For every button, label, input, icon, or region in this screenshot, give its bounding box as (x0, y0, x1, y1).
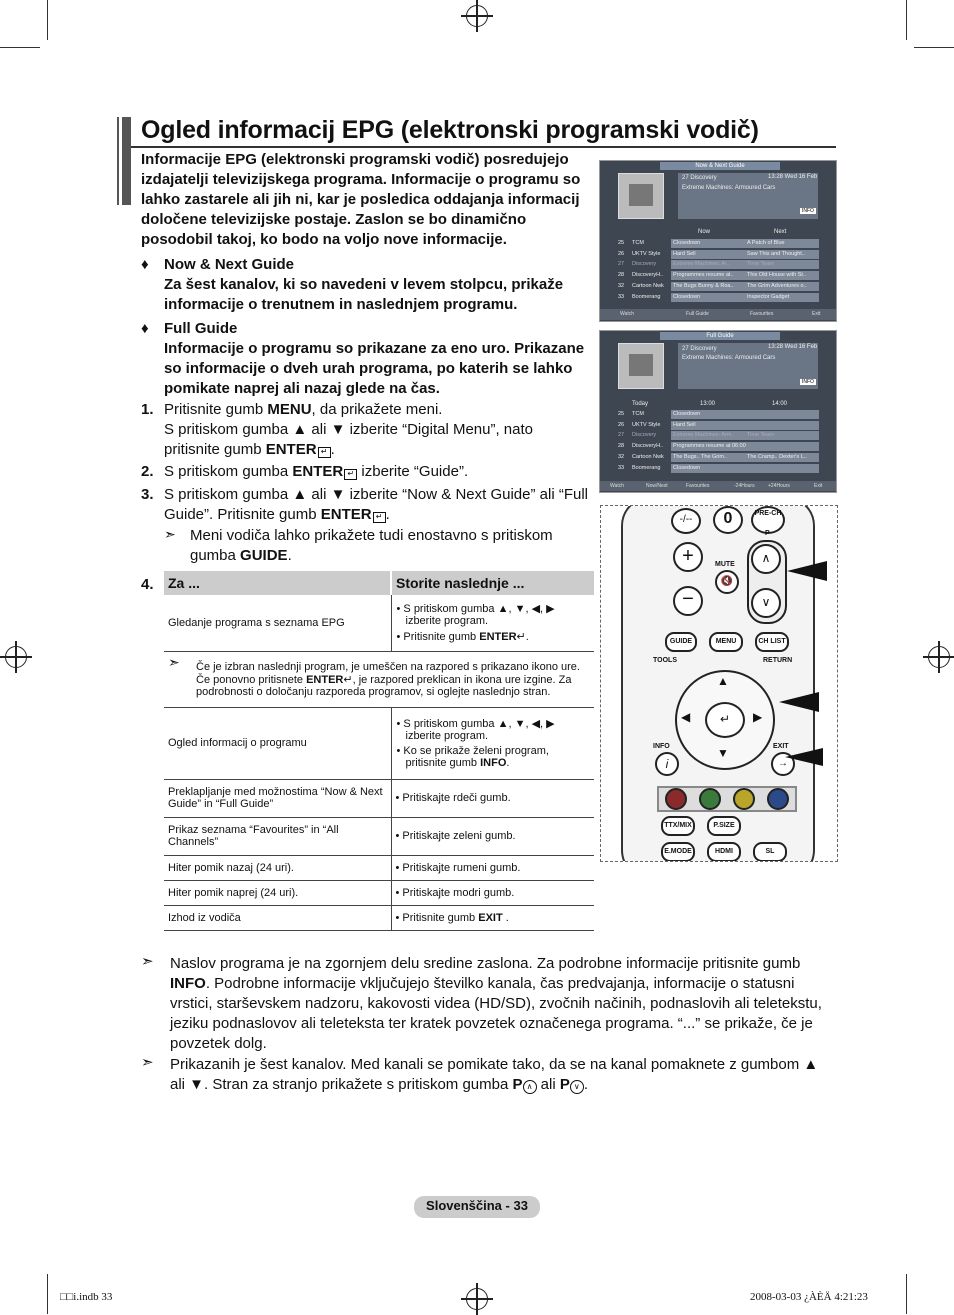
label-p: P (765, 530, 770, 537)
program-next: Inspector Gadget (745, 293, 819, 302)
table-cell-right: • S pritiskom gumba ▲, ▼, ◀, ▶ izberite program. • Ko se prikaže želeni program, pritisnite gumb INFO. (391, 707, 594, 779)
footer-now-next: Now/Next (646, 483, 668, 489)
channel-name: TCM (632, 411, 644, 417)
title-underline (131, 146, 836, 148)
note-arrow-icon: ➣ (141, 1054, 154, 1071)
channel-number: 32 (618, 282, 625, 289)
step-2 (141, 462, 591, 482)
yellow-button[interactable] (733, 788, 755, 810)
step-1-text-a: Pritisnite gumb (164, 401, 268, 418)
table-cell-left: Prikaz seznama “Favourites” in “All Channels” (164, 817, 391, 855)
table-row (164, 779, 594, 817)
program-slot-a: Closedown (671, 464, 819, 473)
r2-a: S pritiskom gumba ▲, ▼, ◀, ▶ izberite program. (403, 718, 555, 742)
screen-footer (600, 309, 836, 320)
channel-number: 26 (618, 250, 625, 257)
r7-right1: Pritisnite gumb (402, 911, 479, 924)
volume-down-button[interactable]: − (673, 586, 703, 616)
ch-list-button[interactable]: CH LIST (755, 632, 789, 652)
channel-number: 27 (618, 261, 625, 268)
label-mute: MUTE (715, 561, 735, 568)
step-1-number: 1. (141, 401, 154, 418)
table-cell-right: • Pritiskajte rdeči gumb. (391, 779, 594, 817)
table-cell-right: • Pritisnite gumb EXIT . (391, 905, 594, 930)
footer-favourites: Favourites (750, 311, 774, 317)
table-row (164, 651, 594, 707)
channel-name: TCM (632, 240, 644, 246)
r1-b1: Pritisnite gumb (403, 631, 480, 644)
footer-plus24: +24Hours (768, 483, 790, 489)
page-number-badge: Slovenščina - 33 (414, 1196, 540, 1218)
table-header-for: Za ... (164, 571, 391, 595)
program-now: Programmes resume at.. (671, 271, 745, 280)
step-2-text-a: S pritiskom gumba (164, 463, 293, 480)
e-mode-button[interactable]: E.MODE (661, 842, 695, 862)
hdmi-button[interactable]: HDMI (707, 842, 741, 862)
arrow-down-icon[interactable]: ▼ (717, 746, 729, 760)
footer-exit: Exit (814, 483, 823, 489)
channel-name: DiscoveryH.. (632, 272, 664, 279)
bullet-now-next-head: Now & Next Guide (164, 256, 295, 273)
step-3-text-a: S pritiskom gumba ▲ ali ▼ izberite “Now & Next Guide” ali “Full Guide”. Pritisnite gumb (164, 486, 588, 523)
bullet-diamond-icon: ♦ (141, 320, 149, 337)
program-slot-a: The Bugs.. The Grim.. (671, 453, 745, 462)
channel-name: Cartoon Nwk (632, 282, 664, 289)
note-2-p2: P (559, 1076, 570, 1093)
crop-mark-bl (47, 1274, 48, 1314)
screen-footer (600, 481, 836, 491)
col-now: Now (698, 229, 711, 235)
col-today: Today (632, 401, 649, 407)
r2-b2: INFO (480, 757, 507, 769)
sl-button[interactable]: SL (753, 842, 787, 862)
program-slot-a: Hard Sell (671, 421, 819, 430)
chevron-up-icon: ∧ (523, 1080, 537, 1094)
table-cell-right: • Pritiskajte zeleni gumb. (391, 817, 594, 855)
button-zero[interactable]: 0 (713, 506, 743, 534)
r3-right: Pritiskajte rdeči gumb. (402, 792, 511, 804)
program-next: Time Team (745, 260, 819, 269)
blue-button[interactable] (767, 788, 789, 810)
bullet-full-guide-head: Full Guide (164, 320, 238, 337)
program-next: Saw This and Thought.. (745, 250, 819, 259)
title-accent-bar-2 (119, 117, 122, 205)
note-2-a: Prikazanih je šest kanalov. Med kanali se pomikate tako, da se na kanal pomaknete z gumbom ▲ ali ▼. Stran za stranjo prikažete s pritiskom gumba (170, 1056, 819, 1093)
crop-mark-tr (906, 0, 907, 40)
pointer-arrow-icon (785, 748, 823, 766)
step-1-text-d: S pritiskom gumba ▲ ali ▼ izberite “Digital Menu”, nato pritisnite gumb (164, 421, 533, 458)
r6-right: Pritiskajte modri gumb. (402, 886, 515, 899)
note-2: ➣ Prikazanih je šest kanalov. Med kanali se pomikate tako, da se na kanal pomaknete z gumbom ▲ ali ▼. Stran za stranjo prikažete s pritiskom gumba P ∧ ali P ∨ . (141, 1054, 819, 1093)
remote-illustration (600, 505, 838, 862)
step-4-number: 4. (141, 576, 154, 593)
program-now: The Bugs Bunny & Roa.. (671, 282, 745, 291)
file-info: □□i.indb 33 (60, 1291, 113, 1303)
exit-button[interactable]: → (771, 752, 795, 776)
registration-mark-bottom (466, 1288, 488, 1310)
note-arrow-icon: ➣ (168, 653, 180, 670)
screen-channel: 27 Discovery (682, 175, 717, 181)
guide-button[interactable]: GUIDE (665, 632, 697, 652)
channel-number: 27 (618, 432, 625, 439)
print-date: 2008-03-03 ¿ÀÈÄ 4:21:23 (750, 1291, 868, 1303)
pointer-arrow-icon (787, 561, 827, 581)
channel-name: Cartoon Nwk (632, 453, 664, 460)
channel-number: 26 (618, 421, 625, 428)
channel-number: 33 (618, 293, 625, 300)
note-a: Če je izbran naslednji program, je umeščen na razpored s prikazano ikono ure. Če ponovno pritisnete (196, 660, 580, 686)
step-3: 3. S pritiskom gumba ▲ ali ▼ izberite “Now & Next Guide” ali “Full Guide”. Pritisnite gumb ENTER ↵ . (141, 486, 588, 523)
table-note: ➣ Če je izbran naslednji program, je umeščen na razpored s prikazano ikono ure. Če ponovno pritisnete ENTER↵, je razpored preklican in ikona ure izgine. Za podrobnosti o določanju razporeda programov, si oglejte naslednjo stran. (164, 651, 594, 707)
registration-mark-top (466, 5, 488, 27)
action-table (164, 571, 594, 931)
channel-name: UKTV Style (632, 421, 661, 428)
table-row (164, 595, 594, 651)
footer-favourites: Favourites (686, 483, 710, 489)
button-dash[interactable]: -/-- (671, 508, 701, 534)
note-1 (141, 954, 836, 1054)
screen-info-badge: INFO (802, 379, 814, 385)
program-next: The Grim Adventures o.. (745, 282, 819, 291)
channel-name: Boomerang (632, 464, 661, 471)
screen-channel: 27 Discovery (682, 346, 717, 352)
label-return: RETURN (763, 657, 793, 664)
channel-number: 32 (618, 453, 625, 460)
program-next: This Old House with St.. (745, 271, 819, 280)
step-2-enter: ENTER (292, 463, 344, 480)
note-b: ENTER (306, 673, 344, 686)
step-3-tip: ➣ Meni vodiča lahko prikažete tudi enostavno s pritiskom gumba GUIDE. (164, 526, 553, 564)
channel-number: 25 (618, 240, 625, 246)
step-3-enter: ENTER (320, 506, 372, 523)
footer-watch: Watch (620, 311, 634, 317)
step-1-enter: ENTER (265, 441, 317, 458)
step-3-number: 3. (141, 486, 154, 503)
channel-down-button[interactable]: ∨ (751, 588, 781, 618)
screenshot-now-next-guide (599, 160, 837, 322)
note-1-b: INFO (170, 975, 206, 992)
step-2-text-c: izberite “Guide”. (357, 463, 469, 480)
col-t2: 14:00 (772, 401, 788, 407)
screen-program: Extreme Machines: Armoured Cars (682, 185, 776, 191)
registration-mark-right (928, 646, 950, 668)
note-1-a: Naslov programa je na zgornjem delu sredine zaslona. Za podrobne informacije pritisnite gumb (170, 955, 801, 972)
table-cell-right: • Pritiskajte rumeni gumb. (391, 855, 594, 880)
channel-number: 25 (618, 411, 625, 417)
green-button[interactable] (699, 788, 721, 810)
bullet-diamond-icon: ♦ (141, 256, 149, 273)
table-cell-left: Gledanje programa s seznama EPG (164, 595, 391, 651)
page-title: Ogled informacij EPG (elektronski programski vodič) (141, 116, 759, 144)
bullet-full-guide (141, 319, 587, 399)
step-1-text-c: , da prikažete meni. (311, 401, 443, 418)
table-cell-left: Izhod iz vodiča (164, 905, 391, 930)
table-cell-left: Hiter pomik naprej (24 uri). (164, 880, 391, 905)
intro-paragraph: Informacije EPG (elektronski programski vodič) posredujejo izdajatelji televizijskega programa. Informacije o programu so lahko zastarele ali jih ni, kar je posledica oddajanja informacij določene televizijske postaje. Zaslon se bo dinamično posodobil takoj, ko bodo na voljo nove informacije. (141, 151, 581, 248)
program-slot-a: Extreme Machines: Arm.. (671, 431, 745, 440)
r1-b2: ENTER (479, 631, 517, 644)
channel-number: 28 (618, 443, 625, 450)
table-row (164, 817, 594, 855)
channel-name: Boomerang (632, 293, 661, 300)
table-cell-left: Ogled informacij o programu (164, 707, 391, 779)
arrow-right-icon[interactable]: ▶ (753, 710, 763, 724)
note-2-p1: P (512, 1076, 523, 1093)
program-now: Extreme Machines: Ar.. (671, 260, 745, 269)
footer-minus24: -24Hours (734, 483, 755, 489)
program-now: Hard Sell (671, 250, 745, 259)
note-1-c: . Podrobne informacije vključujejo številko kanala, čas predvajanja, informacije o statusni vrstici, starševskem nadzoru, kakovosti videa (HD/SD), zvočnih načinih, podnaslovih ali teletekstu, jeziku podnaslovov ali teleteksta ter kratek povzetek označenega programa. “...” se prikaže, če je povzetek dolg. (170, 975, 822, 1052)
crop-mark-br (906, 1274, 907, 1314)
info-button[interactable]: i (655, 752, 679, 776)
table-cell-right: • Pritiskajte modri gumb. (391, 880, 594, 905)
screen-header: Full Guide (660, 332, 780, 340)
r2-b1: Ko se prikaže želeni program, pritisnite gumb (403, 745, 549, 769)
r7-right2: EXIT (478, 911, 503, 924)
bullet-full-guide-body: Informacije o programu so prikazane za eno uro. Prikazane so informacije o dveh urah programa, po katerih se lahko pomikate naprej ali nazaj glede na čas. (164, 340, 585, 397)
crop-mark-tl-h (0, 47, 40, 48)
label-exit: EXIT (773, 743, 789, 750)
channel-name: Discovery (632, 432, 657, 439)
tip-arrow-icon: ➣ (164, 526, 176, 542)
col-t1: 13:00 (700, 401, 716, 407)
table-cell-left: Hiter pomik nazaj (24 uri). (164, 855, 391, 880)
note-arrow-icon: ➣ (141, 953, 154, 970)
arrow-up-icon[interactable]: ▲ (717, 674, 729, 688)
note-c: , je razpored preklican in ikona ure izgine. Za podrobnosti o določanju razporeda programov, si oglejte naslednjo stran. (196, 673, 572, 698)
menu-button[interactable]: MENU (709, 632, 743, 652)
program-slot-b: The Cramp.. Dexter's L.. (745, 453, 819, 462)
program-now: Closedown (671, 239, 745, 248)
mute-button[interactable]: 🔇 (715, 570, 739, 594)
program-now: Closedown (671, 293, 745, 302)
screen-header: Now & Next Guide (660, 162, 780, 170)
step-1-menu: MENU (267, 401, 312, 418)
channel-name: UKTV Style (632, 250, 661, 257)
screenshot-full-guide (599, 330, 837, 493)
note-2-c: ali (536, 1076, 560, 1093)
step-2-number: 2. (141, 463, 154, 480)
chevron-down-icon: ∨ (570, 1080, 584, 1094)
r4-right: Pritiskajte zeleni gumb. (402, 830, 516, 842)
arrow-left-icon[interactable]: ◀ (681, 710, 691, 724)
enter-icon: ↵ (373, 512, 386, 523)
channel-name: DiscoveryH.. (632, 443, 664, 450)
program-slot-a: Programmes resume at 06:00 (671, 442, 819, 451)
footer-exit: Exit (812, 311, 821, 317)
tip-guide: GUIDE (240, 547, 288, 564)
footer-full-guide: Full Guide (686, 311, 709, 317)
bullet-now-next (141, 255, 587, 315)
label-info: INFO (653, 743, 670, 750)
table-row (164, 855, 594, 880)
ttx-mix-button[interactable]: TTX/MIX (661, 816, 695, 836)
program-slot-a: Closedown (671, 410, 819, 419)
screen-time: 13:28 Wed 16 Feb (768, 344, 818, 350)
table-cell-left: Preklapljanje med možnostima “Now & Next Guide” in “Full Guide” (164, 779, 391, 817)
enter-icon: ↵ (344, 469, 357, 480)
col-next: Next (774, 229, 787, 235)
enter-icon: ↵ (318, 447, 331, 458)
enter-button[interactable]: ↵ (705, 702, 745, 738)
button-pre-ch[interactable]: PRE-CH (751, 506, 785, 534)
channel-number: 33 (618, 464, 625, 471)
step-1: 1. Pritisnite gumb MENU, da prikažete meni. S pritiskom gumba ▲ ali ▼ izberite “Digital Menu”, nato pritisnite gumb ENTER ↵ . (141, 401, 533, 458)
screen-program: Extreme Machines: Armoured Cars (682, 355, 776, 361)
bullet-now-next-body: Za šest kanalov, ki so navedeni v levem stolpcu, prikaže informacije o trenutnem in naslednjem programu. (164, 276, 564, 313)
pointer-arrow-icon (779, 692, 819, 712)
r5-right: Pritiskajte rumeni gumb. (402, 861, 521, 874)
tip-text-a: Meni vodiča lahko prikažete tudi enostavno s pritiskom gumba (190, 527, 553, 564)
preview-window (618, 173, 664, 219)
crop-mark-tl (47, 0, 48, 40)
footer-watch: Watch (610, 483, 624, 489)
r1-a: S pritiskom gumba ▲, ▼, ◀, ▶ izberite program. (403, 603, 555, 628)
channel-name: Discovery (632, 261, 657, 268)
volume-up-button[interactable]: + (673, 542, 703, 572)
screen-info-badge: INFO (802, 208, 814, 214)
channel-number: 28 (618, 272, 625, 279)
table-row (164, 880, 594, 905)
p-size-button[interactable]: P.SIZE (707, 816, 741, 836)
table-row (164, 707, 594, 779)
program-next: A Patch of Blue (745, 239, 819, 248)
channel-up-button[interactable]: ∧ (751, 544, 781, 574)
red-button[interactable] (665, 788, 687, 810)
preview-window (618, 343, 664, 389)
table-row (164, 905, 594, 930)
program-slot-b: Time Team (745, 431, 819, 440)
label-tools: TOOLS (653, 657, 677, 664)
table-header-do: Storite naslednje ... (391, 571, 594, 595)
crop-mark-tr-h (914, 47, 954, 48)
registration-mark-left (5, 646, 27, 668)
table-cell-right: • S pritiskom gumba ▲, ▼, ◀, ▶ izberite program. • Pritisnite gumb ENTER↵. (391, 595, 594, 651)
screen-time: 13:28 Wed 16 Feb (768, 174, 818, 180)
